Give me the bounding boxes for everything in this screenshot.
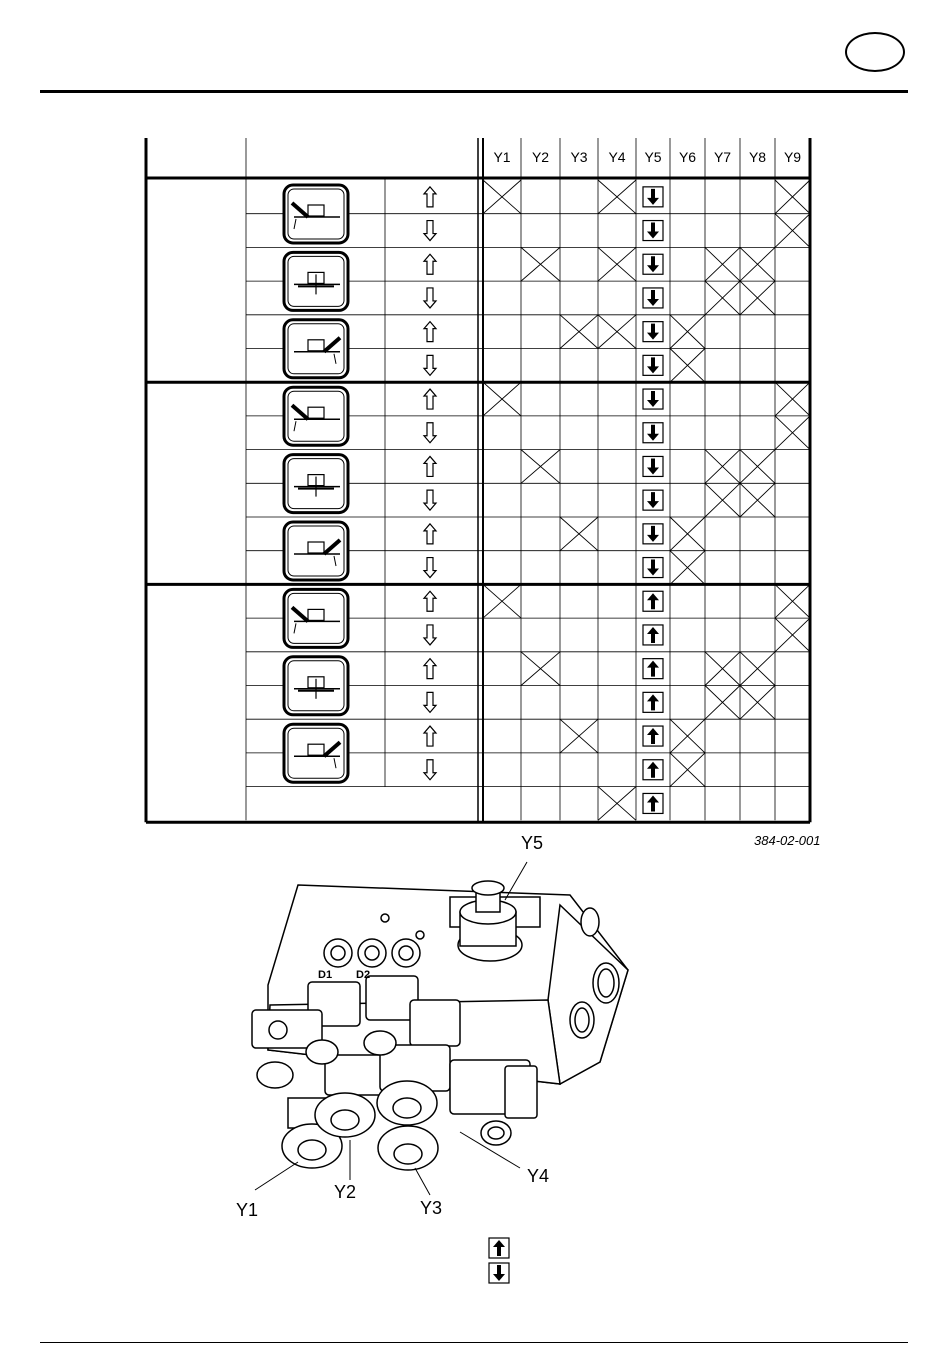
column-header-y7: Y7: [713, 149, 732, 165]
callout-y2: Y2: [334, 1182, 357, 1202]
figure-code: 384-02-001: [754, 833, 821, 848]
column-header-y9: Y9: [783, 149, 802, 165]
footer-rule: [40, 1342, 908, 1343]
column-header-y3: Y3: [570, 149, 588, 165]
column-header-y6: Y6: [678, 149, 697, 165]
column-header-y1: Y1: [493, 149, 511, 165]
column-header-y8: Y8: [748, 149, 767, 165]
legend-y5-down-icon: [488, 1262, 510, 1284]
callout-y1: Y1: [236, 1200, 259, 1220]
legend-y5-up-icon: [488, 1237, 510, 1259]
svg-text:D1: D1: [318, 969, 333, 981]
svg-text:D2: D2: [356, 969, 371, 981]
column-header-y4: Y4: [608, 149, 626, 165]
callout-y3: Y3: [420, 1198, 443, 1218]
callout-y4: Y4: [527, 1166, 550, 1186]
callout-y5: Y5: [521, 833, 544, 853]
column-header-y5: Y5: [644, 149, 662, 165]
column-header-y2: Y2: [531, 149, 550, 165]
